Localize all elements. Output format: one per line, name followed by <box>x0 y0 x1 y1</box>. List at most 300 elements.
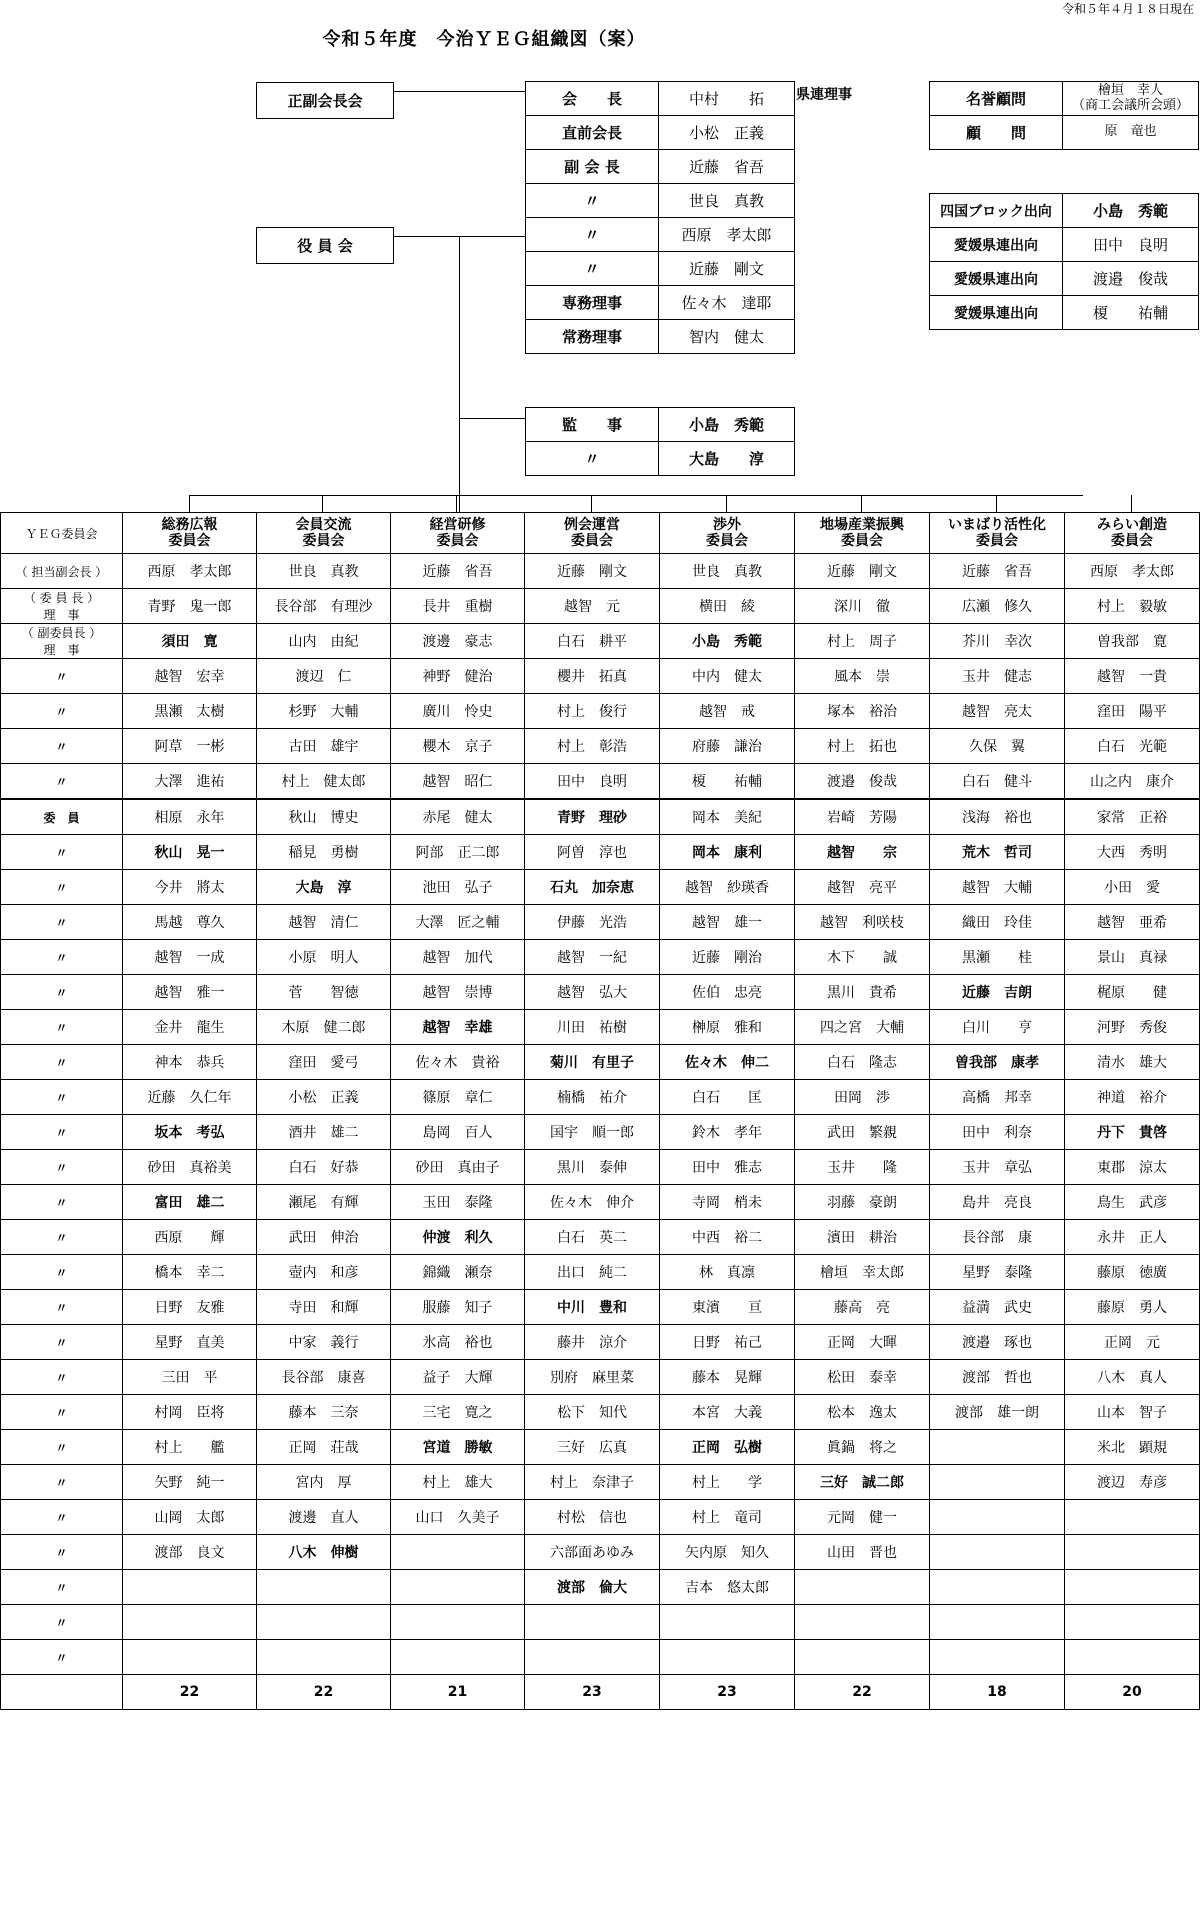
row-label: 〃 <box>1 1535 123 1570</box>
committee-cell: 荒木 哲司 <box>930 835 1065 870</box>
committee-cell: 壺内 和彦 <box>257 1255 391 1290</box>
row-label: 〃 <box>1 1010 123 1045</box>
committee-cell: 越智 昭仁 <box>391 764 525 800</box>
committee-cell: 越智 清仁 <box>257 905 391 940</box>
committee-cell: 榊原 雅和 <box>660 1010 795 1045</box>
committee-cell: 窪田 陽平 <box>1065 694 1200 729</box>
connector <box>322 495 323 512</box>
officer-name: 近藤 省吾 <box>659 150 795 184</box>
committee-cell <box>257 1570 391 1605</box>
committee-cell: 藤本 三奈 <box>257 1395 391 1430</box>
committee-cell: 白石 好恭 <box>257 1150 391 1185</box>
committee-row <box>1 1465 1200 1500</box>
row-label: 〃 <box>1 694 123 729</box>
committee-cell: 須田 寛 <box>123 624 257 659</box>
dispatch-row <box>930 296 1199 330</box>
committee-row <box>1 1220 1200 1255</box>
committee-row <box>1 1045 1200 1080</box>
committee-cell: 窪田 愛弓 <box>257 1045 391 1080</box>
committee-cell: 宮内 厚 <box>257 1465 391 1500</box>
committee-cell: 林 真凛 <box>660 1255 795 1290</box>
committee-cell <box>930 1465 1065 1500</box>
committee-cell: 正岡 元 <box>1065 1325 1200 1360</box>
row-label: 〃 <box>1 729 123 764</box>
row-label: 〃 <box>1 1080 123 1115</box>
committee-cell: 金井 龍生 <box>123 1010 257 1045</box>
committee-row <box>1 659 1200 694</box>
committee-cell: 中家 義行 <box>257 1325 391 1360</box>
dispatch-role: 愛媛県連出向 <box>930 296 1063 330</box>
committee-cell: 村上 健太郎 <box>257 764 391 800</box>
committee-cell: 久保 翼 <box>930 729 1065 764</box>
committee-cell: 越智 元 <box>525 589 660 624</box>
committee-cell: 砂田 真裕美 <box>123 1150 257 1185</box>
committee-cell: 白石 英二 <box>525 1220 660 1255</box>
committee-name-line: 委員会 <box>571 533 613 549</box>
committee-cell: 三宅 寛之 <box>391 1395 525 1430</box>
row-label: 〃 <box>1 870 123 905</box>
committee-cell <box>1065 1535 1200 1570</box>
committee-cell: 長谷部 有理沙 <box>257 589 391 624</box>
committee-cell: 玉井 章弘 <box>930 1150 1065 1185</box>
committee-name-line: 委員会 <box>168 533 211 549</box>
committee-table <box>0 512 1200 1710</box>
committee-cell: 星野 直美 <box>123 1325 257 1360</box>
committee-cell: 赤尾 健太 <box>391 799 525 835</box>
committee-cell: 風本 崇 <box>795 659 930 694</box>
honor-table <box>929 81 1199 150</box>
committee-name-line: 渉外 <box>713 516 741 533</box>
committee-cell: 大澤 匠之輔 <box>391 905 525 940</box>
committee-cell: 富田 雄二 <box>123 1185 257 1220</box>
committee-cell: 寺岡 梢未 <box>660 1185 795 1220</box>
committee-cell <box>930 1535 1065 1570</box>
committee-row <box>1 1605 1200 1640</box>
auditor-role: 監 事 <box>526 408 659 442</box>
committee-cell: 黒川 貴希 <box>795 975 930 1010</box>
committee-name-line: 経営研修 <box>429 516 486 533</box>
committee-row <box>1 1290 1200 1325</box>
committee-cell: 松本 逸太 <box>795 1395 930 1430</box>
connector <box>459 418 526 419</box>
committee-cell: 永井 正人 <box>1065 1220 1200 1255</box>
committee-cell <box>795 1640 930 1675</box>
honor-name: 檜垣 幸人 <box>1097 83 1163 99</box>
committee-name <box>257 513 391 554</box>
row-label: 〃 <box>1 1640 123 1675</box>
committee-cell: 21 <box>391 1675 525 1710</box>
as-of-date: 令和５年４月１８日現在 <box>1061 2 1194 16</box>
committee-cell: 山口 久美子 <box>391 1500 525 1535</box>
committee-cell <box>1065 1570 1200 1605</box>
committee-cell: 六部面あゆみ <box>525 1535 660 1570</box>
committee-row <box>1 975 1200 1010</box>
committee-cell: 深川 徹 <box>795 589 930 624</box>
committee-cell <box>930 1570 1065 1605</box>
row-label-line: 理 事 <box>43 608 80 622</box>
committee-cell: 瀬尾 有輝 <box>257 1185 391 1220</box>
committee-row <box>1 729 1200 764</box>
committee-cell: 西原 輝 <box>123 1220 257 1255</box>
committee-cell: 岩崎 芳陽 <box>795 799 930 835</box>
committee-row <box>1 799 1200 835</box>
committee-cell: 錦織 瀬奈 <box>391 1255 525 1290</box>
committee-cell: 楠橋 祐介 <box>525 1080 660 1115</box>
committee-cell: 越智 一紀 <box>525 940 660 975</box>
committee-cell: 山本 智子 <box>1065 1395 1200 1430</box>
committee-cell: 杉野 大輔 <box>257 694 391 729</box>
committee-row <box>1 870 1200 905</box>
committee-cell: 島岡 百人 <box>391 1115 525 1150</box>
row-label: 〃 <box>1 1290 123 1325</box>
committee-row <box>1 1535 1200 1570</box>
committee-name-line: 地場産業振興 <box>820 516 904 533</box>
committee-cell: 村上 毅敏 <box>1065 589 1200 624</box>
committee-cell: 檜垣 幸太郎 <box>795 1255 930 1290</box>
dispatch-table <box>929 193 1199 330</box>
committee-name <box>123 513 257 554</box>
committee-cell: 梶原 健 <box>1065 975 1200 1010</box>
row-label: 〃 <box>1 1605 123 1640</box>
committee-cell: 渡部 良文 <box>123 1535 257 1570</box>
row-label: 〃 <box>1 1255 123 1290</box>
committee-cell: 古田 雄宇 <box>257 729 391 764</box>
committee-name-line: 会員交流 <box>295 516 352 533</box>
vice-meeting-box: 正副会長会 <box>256 82 394 119</box>
committee-cell: 清水 雄大 <box>1065 1045 1200 1080</box>
committee-cell: 西原 孝太郎 <box>123 554 257 589</box>
committee-cell: 濱田 耕治 <box>795 1220 930 1255</box>
committee-cell: 鳥生 武彦 <box>1065 1185 1200 1220</box>
committee-cell: 篠原 章仁 <box>391 1080 525 1115</box>
row-label: 〃 <box>1 1430 123 1465</box>
row-label-line: （ 委 員 長 ） <box>23 591 100 605</box>
page-title: 令和５年度 今治ＹＥＧ組織図（案） <box>322 29 646 50</box>
committee-cell: 島井 亮良 <box>930 1185 1065 1220</box>
committee-cell: 村上 彰浩 <box>525 729 660 764</box>
committee-cell: 坂本 考弘 <box>123 1115 257 1150</box>
committee-cell: 府藤 謙治 <box>660 729 795 764</box>
committee-row <box>1 1150 1200 1185</box>
committee-cell: 黒瀬 太樹 <box>123 694 257 729</box>
dispatch-name: 小島 秀範 <box>1063 194 1199 228</box>
committee-cell: 越智 雄一 <box>660 905 795 940</box>
committee-cell: 白石 光範 <box>1065 729 1200 764</box>
committee-cell: 山内 由紀 <box>257 624 391 659</box>
committee-cell: 中川 豊和 <box>525 1290 660 1325</box>
committee-cell: 22 <box>795 1675 930 1710</box>
committee-cell: 越智 紗瑛香 <box>660 870 795 905</box>
committee-cell: 佐伯 忠亮 <box>660 975 795 1010</box>
committee-cell: 白石 匡 <box>660 1080 795 1115</box>
committee-cell: 横田 綾 <box>660 589 795 624</box>
committee-cell: 世良 真教 <box>660 554 795 589</box>
committee-cell: 22 <box>123 1675 257 1710</box>
committee-cell: 橋本 幸二 <box>123 1255 257 1290</box>
committee-row <box>1 905 1200 940</box>
committee-cell: 村上 艦 <box>123 1430 257 1465</box>
committee-row <box>1 694 1200 729</box>
committee-cell <box>391 1535 525 1570</box>
officer-role: 直前会長 <box>526 116 659 150</box>
committee-cell: 近藤 吉朗 <box>930 975 1065 1010</box>
committee-cell: 藤原 勇人 <box>1065 1290 1200 1325</box>
officer-role: 専務理事 <box>526 286 659 320</box>
committee-cell: 渡邉 俊哉 <box>795 764 930 800</box>
committee-cell: 小島 秀範 <box>660 624 795 659</box>
officer-row <box>526 218 795 252</box>
committee-cell: 益満 武史 <box>930 1290 1065 1325</box>
committee-cell: 東濱 亘 <box>660 1290 795 1325</box>
row-label: 〃 <box>1 1570 123 1605</box>
committee-cell: 青野 鬼一郎 <box>123 589 257 624</box>
committee-cell: 塚本 裕治 <box>795 694 930 729</box>
committee-cell: 越智 一貴 <box>1065 659 1200 694</box>
committee-cell: 越智 崇博 <box>391 975 525 1010</box>
dispatch-name: 榎 祐輔 <box>1063 296 1199 330</box>
committee-cell: 田中 利奈 <box>930 1115 1065 1150</box>
row-label: 〃 <box>1 1185 123 1220</box>
committee-cell: 矢野 純一 <box>123 1465 257 1500</box>
committee-cell: 越智 宗 <box>795 835 930 870</box>
committee-cell: 三好 広真 <box>525 1430 660 1465</box>
auditor-name: 大島 淳 <box>659 442 795 476</box>
committee-cell: 近藤 剛治 <box>660 940 795 975</box>
officer-row <box>526 150 795 184</box>
connector <box>726 495 727 512</box>
committee-cell: 青野 理砂 <box>525 799 660 835</box>
committee-cell: 黒瀬 桂 <box>930 940 1065 975</box>
committee-cell: 相原 永年 <box>123 799 257 835</box>
committee-row <box>1 589 1200 624</box>
committee-name <box>930 513 1065 554</box>
committee-cell <box>525 1640 660 1675</box>
committee-cell: 佐々木 伸二 <box>660 1045 795 1080</box>
committee-row <box>1 1255 1200 1290</box>
committee-cell: 神野 健治 <box>391 659 525 694</box>
committee-cell: 藤井 涼介 <box>525 1325 660 1360</box>
officer-row <box>526 320 795 354</box>
committee-cell: 村上 奈津子 <box>525 1465 660 1500</box>
committee-cell <box>123 1570 257 1605</box>
committee-cell: 日野 友雅 <box>123 1290 257 1325</box>
committee-cell: 玉井 健志 <box>930 659 1065 694</box>
committee-cell: 広瀬 修久 <box>930 589 1065 624</box>
committee-cell <box>1065 1500 1200 1535</box>
committee-cell: 武田 伸治 <box>257 1220 391 1255</box>
committee-cell: 山田 晋也 <box>795 1535 930 1570</box>
committee-name-line: 委員会 <box>302 533 345 549</box>
row-label-line: 理 事 <box>43 643 80 657</box>
committee-cell: 東郡 涼太 <box>1065 1150 1200 1185</box>
officer-row <box>526 252 795 286</box>
committee-cell: 越智 宏幸 <box>123 659 257 694</box>
committee-cell: 佐々木 伸介 <box>525 1185 660 1220</box>
auditors-table <box>525 407 795 476</box>
committee-cell: 玉井 隆 <box>795 1150 930 1185</box>
committee-cell: 別府 麻里菜 <box>525 1360 660 1395</box>
committee-cell: 越智 亮平 <box>795 870 930 905</box>
committee-row <box>1 764 1200 800</box>
committee-cell: 三田 平 <box>123 1360 257 1395</box>
committee-cell: 渡邊 直人 <box>257 1500 391 1535</box>
committee-cell <box>391 1570 525 1605</box>
committee-cell: 浅海 裕也 <box>930 799 1065 835</box>
committee-cell: 村上 雄大 <box>391 1465 525 1500</box>
committee-cell: 星野 泰隆 <box>930 1255 1065 1290</box>
committee-cell: 宮道 勝敏 <box>391 1430 525 1465</box>
committee-header-label: ＹＥＧ委員会 <box>1 513 123 554</box>
honor-name: 原 竜也 <box>1104 124 1157 140</box>
officer-name: 佐々木 達耶 <box>659 286 795 320</box>
committee-cell: 村上 俊行 <box>525 694 660 729</box>
committee-cell: 近藤 剛文 <box>795 554 930 589</box>
committee-cell: 出口 純二 <box>525 1255 660 1290</box>
committee-name <box>1065 513 1200 554</box>
row-label: 〃 <box>1 1325 123 1360</box>
officer-role: 副 会 長 <box>526 150 659 184</box>
committee-row <box>1 1185 1200 1220</box>
dispatch-row <box>930 194 1199 228</box>
committee-cell: 砂田 真由子 <box>391 1150 525 1185</box>
row-label: 〃 <box>1 1115 123 1150</box>
row-label <box>1 1675 123 1710</box>
committee-row <box>1 1360 1200 1395</box>
committee-cell: 山之内 康介 <box>1065 764 1200 800</box>
committee-cell: 松下 知代 <box>525 1395 660 1430</box>
row-label: 〃 <box>1 659 123 694</box>
committee-cell: 神道 裕介 <box>1065 1080 1200 1115</box>
committee-cell: 氷高 裕也 <box>391 1325 525 1360</box>
committee-name-line: 委員会 <box>976 533 1018 549</box>
committee-cell: 大島 淳 <box>257 870 391 905</box>
committee-cell: 菊川 有里子 <box>525 1045 660 1080</box>
committee-cell: 越智 亮太 <box>930 694 1065 729</box>
committee-cell: 越智 一成 <box>123 940 257 975</box>
committee-cell <box>525 1605 660 1640</box>
dispatch-name: 渡邉 俊哉 <box>1063 262 1199 296</box>
dispatch-name: 田中 良明 <box>1063 228 1199 262</box>
committee-cell: 長井 重樹 <box>391 589 525 624</box>
committee-name <box>391 513 525 554</box>
connector <box>861 495 862 512</box>
committee-cell: 近藤 省吾 <box>930 554 1065 589</box>
row-label: 〃 <box>1 975 123 1010</box>
committee-cell <box>391 1605 525 1640</box>
committee-cell: 村上 拓也 <box>795 729 930 764</box>
row-label <box>1 589 123 624</box>
committee-cell: 越智 亜希 <box>1065 905 1200 940</box>
committee-cell: 越智 幸雄 <box>391 1010 525 1045</box>
committee-row <box>1 940 1200 975</box>
row-label: 〃 <box>1 1360 123 1395</box>
auditor-row <box>526 442 795 476</box>
committee-cell: 池田 弘子 <box>391 870 525 905</box>
committee-cell: 仲渡 利久 <box>391 1220 525 1255</box>
committee-cell: 阿曽 淳也 <box>525 835 660 870</box>
committee-cell: 渡部 雄一朗 <box>930 1395 1065 1430</box>
committee-row <box>1 1640 1200 1675</box>
row-label <box>1 624 123 659</box>
committee-cell: 岡本 美紀 <box>660 799 795 835</box>
honor-row <box>930 116 1199 150</box>
committee-cell: 河野 秀俊 <box>1065 1010 1200 1045</box>
committee-cell: 藤原 徳廣 <box>1065 1255 1200 1290</box>
committee-cell <box>795 1570 930 1605</box>
committee-cell: 村上 学 <box>660 1465 795 1500</box>
committee-cell: 山岡 太郎 <box>123 1500 257 1535</box>
committee-cell: 吉本 悠太郎 <box>660 1570 795 1605</box>
committee-cell: 益子 大輝 <box>391 1360 525 1395</box>
committee-cell: 小田 愛 <box>1065 870 1200 905</box>
auditor-role: 〃 <box>526 442 659 476</box>
committee-cell: 四之宮 大輔 <box>795 1010 930 1045</box>
committee-cell: 曽我部 康孝 <box>930 1045 1065 1080</box>
officer-name: 世良 真教 <box>659 184 795 218</box>
dispatch-role: 愛媛県連出向 <box>930 262 1063 296</box>
officer-row <box>526 82 795 116</box>
committee-cell: 中内 健太 <box>660 659 795 694</box>
committee-cell: 木下 誠 <box>795 940 930 975</box>
committee-cell: 渡部 倫大 <box>525 1570 660 1605</box>
committee-cell: 18 <box>930 1675 1065 1710</box>
officer-role: 会 長 <box>526 82 659 116</box>
committee-cell: 今井 將太 <box>123 870 257 905</box>
row-label: 〃 <box>1 835 123 870</box>
committee-cell: 日野 祐己 <box>660 1325 795 1360</box>
committee-cell <box>1065 1605 1200 1640</box>
committee-cell: 鈴木 孝年 <box>660 1115 795 1150</box>
committee-cell: 寺田 和輝 <box>257 1290 391 1325</box>
committee-cell: 23 <box>660 1675 795 1710</box>
committee-cell <box>795 1605 930 1640</box>
connector <box>456 495 457 512</box>
committee-name-line: 例会運営 <box>564 516 620 533</box>
committee-cell: 村岡 臣将 <box>123 1395 257 1430</box>
row-label: 〃 <box>1 1395 123 1430</box>
committee-cell: 矢内原 知久 <box>660 1535 795 1570</box>
committee-cell: 曽我部 寛 <box>1065 624 1200 659</box>
committee-cell: 景山 真禄 <box>1065 940 1200 975</box>
row-label: 〃 <box>1 1045 123 1080</box>
honor-sub: （商工会議所会頭） <box>1071 97 1189 113</box>
row-label: 〃 <box>1 1465 123 1500</box>
committee-cell: 国宇 順一郎 <box>525 1115 660 1150</box>
committee-cell: 織田 玲佳 <box>930 905 1065 940</box>
committee-cell: 近藤 省吾 <box>391 554 525 589</box>
committee-cell: 越智 大輔 <box>930 870 1065 905</box>
officer-name: 西原 孝太郎 <box>659 218 795 252</box>
committee-name-line: 総務広報 <box>161 516 218 533</box>
row-label: 〃 <box>1 940 123 975</box>
committee-cell <box>930 1500 1065 1535</box>
committee-cell: 近藤 剛文 <box>525 554 660 589</box>
connector <box>394 91 526 92</box>
committee-cell: 玉田 泰隆 <box>391 1185 525 1220</box>
committee-cell: 芥川 幸次 <box>930 624 1065 659</box>
committee-cell: 渡辺 寿彦 <box>1065 1465 1200 1500</box>
committee-cell <box>1065 1640 1200 1675</box>
committee-cell: 白石 健斗 <box>930 764 1065 800</box>
connector <box>189 495 190 512</box>
committee-cell: 佐々木 貴裕 <box>391 1045 525 1080</box>
committee-cell: 神本 恭兵 <box>123 1045 257 1080</box>
committee-cell: 村上 竜司 <box>660 1500 795 1535</box>
committee-cell: 藤本 晃輝 <box>660 1360 795 1395</box>
committee-cell: 渡辺 仁 <box>257 659 391 694</box>
committee-cell <box>930 1640 1065 1675</box>
row-label: （ 担当副会長 ） <box>1 554 123 589</box>
